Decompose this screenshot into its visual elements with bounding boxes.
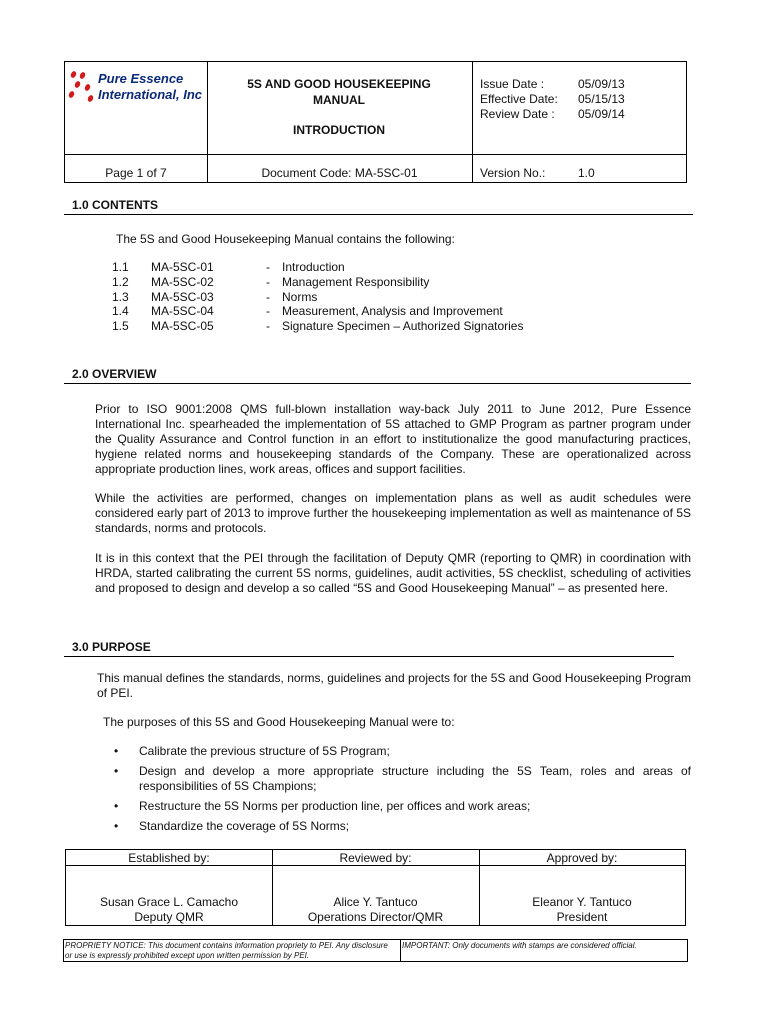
list-item xyxy=(114,819,691,834)
bullet-text: Restructure the 5S Norms per production line, per offices and work areas; xyxy=(139,799,531,813)
footer-notice-box xyxy=(63,939,688,962)
review-date-label: Review Date : xyxy=(480,107,555,121)
item-dash: - xyxy=(266,290,270,304)
bullet-text: Standardize the coverage of 5S Norms; xyxy=(139,819,350,833)
table-divider xyxy=(66,865,685,866)
section-rule xyxy=(64,656,674,657)
version-row xyxy=(480,166,595,181)
item-number: 1.5 xyxy=(112,319,129,333)
purpose-heading: 3.0 PURPOSE xyxy=(72,640,151,654)
issue-date-row xyxy=(480,77,625,92)
item-code: MA-5SC-03 xyxy=(151,290,214,304)
effective-date-row xyxy=(480,92,625,107)
version-label: Version No.: xyxy=(480,166,546,180)
manual-title-line2: MANUAL xyxy=(313,93,365,107)
logo-dot-icon xyxy=(68,90,75,98)
item-title: Introduction xyxy=(282,260,345,274)
item-number: 1.2 xyxy=(112,275,129,289)
document-code: Document Code: MA-5SC-01 xyxy=(261,166,418,180)
review-date-value: 05/09/14 xyxy=(578,107,625,121)
bullet-text: Design and develop a more appropriate structure including the 5S Team, roles and areas of responsibilities of 5S Champions; xyxy=(139,764,691,793)
issue-date-label: Issue Date : xyxy=(480,77,545,91)
item-dash: - xyxy=(266,319,270,333)
signatory-title: Deputy QMR xyxy=(134,910,204,924)
version-value: 1.0 xyxy=(578,166,595,180)
signatory-name: Susan Grace L. Camacho xyxy=(99,895,239,909)
logo-dot-icon xyxy=(87,94,94,102)
item-title: Measurement, Analysis and Improvement xyxy=(282,304,503,318)
purpose-paragraph-2: The purposes of this 5S and Good Housekeeping Manual were to: xyxy=(103,715,455,729)
effective-date-value: 05/15/13 xyxy=(578,92,625,106)
effective-date-label: Effective Date: xyxy=(480,92,558,106)
signature-header: Approved by: xyxy=(546,851,618,865)
section-rule xyxy=(64,214,693,215)
bullet-text: Calibrate the previous structure of 5S Program; xyxy=(139,744,390,758)
item-title: Norms xyxy=(282,290,318,304)
bullet-icon: • xyxy=(114,744,119,758)
item-code: MA-5SC-02 xyxy=(151,275,214,289)
manual-title-line1: 5S AND GOOD HOUSEKEEPING xyxy=(247,77,431,91)
signature-header: Established by: xyxy=(128,851,210,865)
item-number: 1.3 xyxy=(112,290,129,304)
notice-divider xyxy=(400,940,401,961)
item-dash: - xyxy=(266,275,270,289)
item-code: MA-5SC-05 xyxy=(151,319,214,333)
overview-paragraph-2: While the activities are performed, changes on implementation plans as well as audit schedules were considered early part of 2013 to improve further the housekeeping implementation as well as maintenance of 5S standards, norms and protocols. xyxy=(95,491,691,535)
item-dash: - xyxy=(266,304,270,318)
overview-heading: 2.0 OVERVIEW xyxy=(72,367,157,381)
header-divider xyxy=(472,62,473,182)
logo-dot-icon xyxy=(79,71,86,79)
item-code: MA-5SC-01 xyxy=(151,260,214,274)
issue-date-value: 05/09/13 xyxy=(578,77,625,91)
bullet-icon: • xyxy=(114,764,119,778)
document-header-table xyxy=(64,61,687,183)
item-title: Management Responsibility xyxy=(282,275,430,289)
item-number: 1.1 xyxy=(112,260,129,274)
signatory-name: Alice Y. Tantuco xyxy=(333,895,418,909)
review-date-row xyxy=(480,107,625,122)
page-number: Page 1 of 7 xyxy=(105,166,167,180)
overview-paragraph-1: Prior to ISO 9001:2008 QMS full-blown installation way-back July 2011 to June 2012, Pure Essence International Inc. spearheaded the implementation of 5S attached to GMP Program as partner program under the Quality Assurance and Control function in an effort to institutionalize the good manufacturing practices, hygiene related norms and housekeeping standards of the Company. These are operationalized across appropriate production lines, work areas, offices and support facilities. xyxy=(95,402,691,476)
signature-header: Reviewed by: xyxy=(339,851,412,865)
contents-intro: The 5S and Good Housekeeping Manual contains the following: xyxy=(116,232,455,246)
propriety-notice: PROPRIETY NOTICE: This document contains information propriety to PEI. Any disclosure or use is expressly prohibited except upon written permission by PEI. xyxy=(65,941,388,960)
item-dash: - xyxy=(266,260,270,274)
purpose-bullet-list xyxy=(114,744,691,839)
list-item xyxy=(114,744,691,759)
signatory-title: President xyxy=(556,910,608,924)
list-item xyxy=(114,764,691,794)
list-item xyxy=(114,799,691,814)
signatory-name: Eleanor Y. Tantuco xyxy=(532,895,632,909)
item-number: 1.4 xyxy=(112,304,129,318)
header-divider xyxy=(65,154,686,155)
purpose-paragraph-1: This manual defines the standards, norms, guidelines and projects for the 5S and Good Housekeeping Program of PEI. xyxy=(97,671,691,700)
signatory-title: Operations Director/QMR xyxy=(307,910,444,924)
logo-dot-icon xyxy=(74,80,81,88)
section-rule xyxy=(64,383,691,384)
manual-subtitle: INTRODUCTION xyxy=(293,123,385,137)
signature-table xyxy=(65,849,686,926)
bullet-icon: • xyxy=(114,819,119,833)
bullet-icon: • xyxy=(114,799,119,813)
overview-paragraph-3: It is in this context that the PEI through the facilitation of Deputy QMR (reporting to QMR) in coordination with HRDA, started calibrating the current 5S norms, guidelines, audit activities, 5S checklist, scheduling of activities and proposed to design and develop a so called “5S and Good Housekeeping Manual” – as presented here. xyxy=(95,551,691,595)
important-notice: IMPORTANT: Only documents with stamps are considered official. xyxy=(402,941,637,950)
company-name-line2: International, Inc xyxy=(98,87,203,102)
company-name-line1: Pure Essence xyxy=(98,71,184,86)
contents-heading: 1.0 CONTENTS xyxy=(72,198,159,212)
logo-dot-icon xyxy=(84,83,91,91)
logo-dot-icon xyxy=(70,70,77,78)
item-title: Signature Specimen – Authorized Signatories xyxy=(282,319,524,333)
header-divider xyxy=(207,62,208,182)
item-code: MA-5SC-04 xyxy=(151,304,214,318)
